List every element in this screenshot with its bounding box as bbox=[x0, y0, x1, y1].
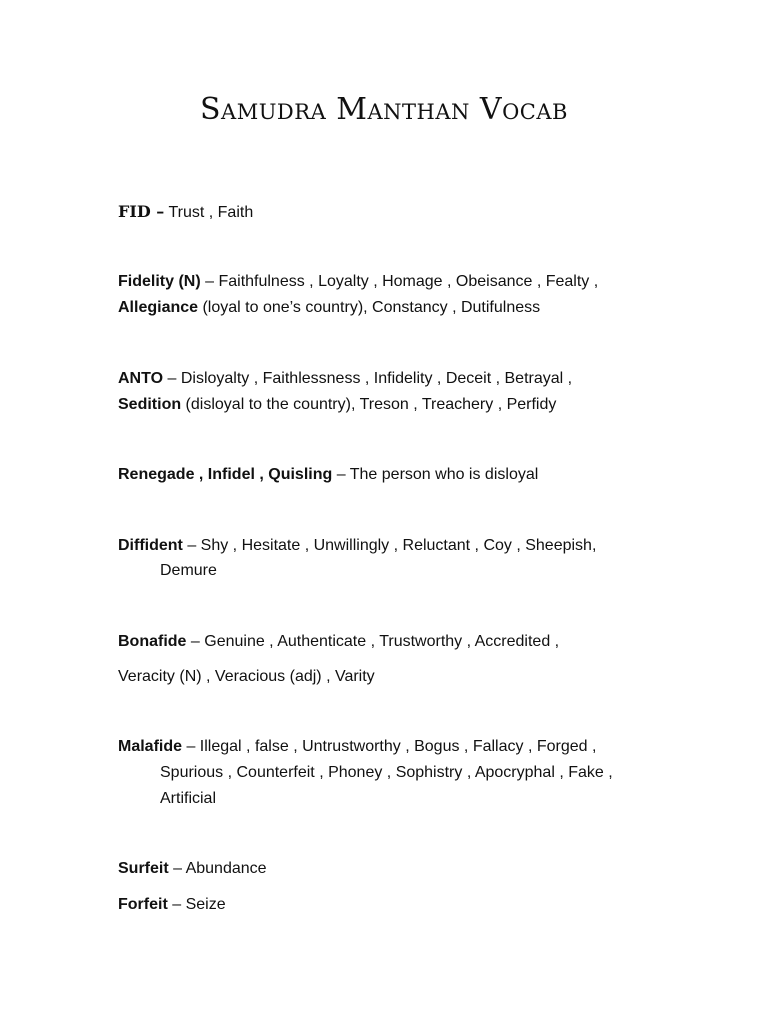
entry-malafide-line-2 bbox=[160, 763, 720, 783]
entry-definition: Veracity (N) , Veracious (adj) , Varity bbox=[118, 668, 375, 685]
entry-definition: – Genuine , Authenticate , Trustworthy , Accredited , bbox=[186, 633, 560, 650]
entry-surfeit bbox=[118, 859, 678, 879]
entry-fidelity-line-2 bbox=[118, 298, 678, 318]
entry-term: Fidelity (N) bbox=[118, 273, 201, 290]
page-title: Samudra Manthan Vocab bbox=[200, 92, 568, 127]
entry-definition: Trust , Faith bbox=[164, 204, 254, 221]
entry-anto-line-1 bbox=[118, 369, 678, 389]
entry-definition: – Illegal , false , Untrustworthy , Bogus , Fallacy , Forged , bbox=[182, 738, 597, 755]
entry-fidelity-line-1 bbox=[118, 272, 678, 292]
entry-definition: Artificial bbox=[160, 790, 217, 807]
entry-diffident-line-2 bbox=[160, 561, 720, 581]
entry-malafide-line-3 bbox=[160, 789, 720, 809]
entry-term: Surfeit bbox=[118, 860, 169, 877]
entry-definition: – Disloyalty , Faithlessness , Infidelity , Deceit , Betrayal , bbox=[163, 370, 573, 387]
entry-definition: – Abundance bbox=[168, 860, 267, 877]
entry-definition: – Shy , Hesitate , Unwillingly , Reluctant , Coy , Sheepish, bbox=[182, 537, 597, 554]
entry-definition: Demure bbox=[160, 562, 217, 579]
entry-term: Sedition bbox=[118, 396, 182, 413]
entry-definition: – Seize bbox=[167, 896, 226, 913]
entry-definition: Spurious , Counterfeit , Phoney , Sophistry , Apocryphal , Fake , bbox=[160, 764, 613, 781]
entry-anto-line-2 bbox=[118, 395, 678, 415]
entry-term: Forfeit bbox=[118, 896, 168, 913]
entry-definition: – Faithfulness , Loyalty , Homage , Obeisance , Fealty , bbox=[200, 273, 599, 290]
entry-malafide-line-1 bbox=[118, 737, 678, 757]
entry-term: FID – bbox=[118, 202, 165, 221]
entry-renegade bbox=[118, 465, 678, 485]
entry-forfeit bbox=[118, 895, 678, 915]
entry-term: Malafide bbox=[118, 738, 183, 755]
entry-bonafide-line-2 bbox=[118, 667, 678, 687]
entry-bonafide-line-1 bbox=[118, 632, 678, 652]
entry-term: Renegade , Infidel , Quisling bbox=[118, 466, 333, 483]
entry-fid bbox=[118, 202, 678, 223]
entry-definition: (loyal to one’s country), Constancy , Dutifulness bbox=[198, 299, 541, 316]
entry-term: Bonafide bbox=[118, 633, 187, 650]
entry-term: ANTO bbox=[118, 370, 164, 387]
entry-term: Allegiance bbox=[118, 299, 199, 316]
entry-definition: (disloyal to the country), Treson , Treachery , Perfidy bbox=[181, 396, 557, 413]
entry-term: Diffident bbox=[118, 537, 183, 554]
entry-diffident-line-1 bbox=[118, 536, 678, 556]
entry-definition: – The person who is disloyal bbox=[332, 466, 539, 483]
